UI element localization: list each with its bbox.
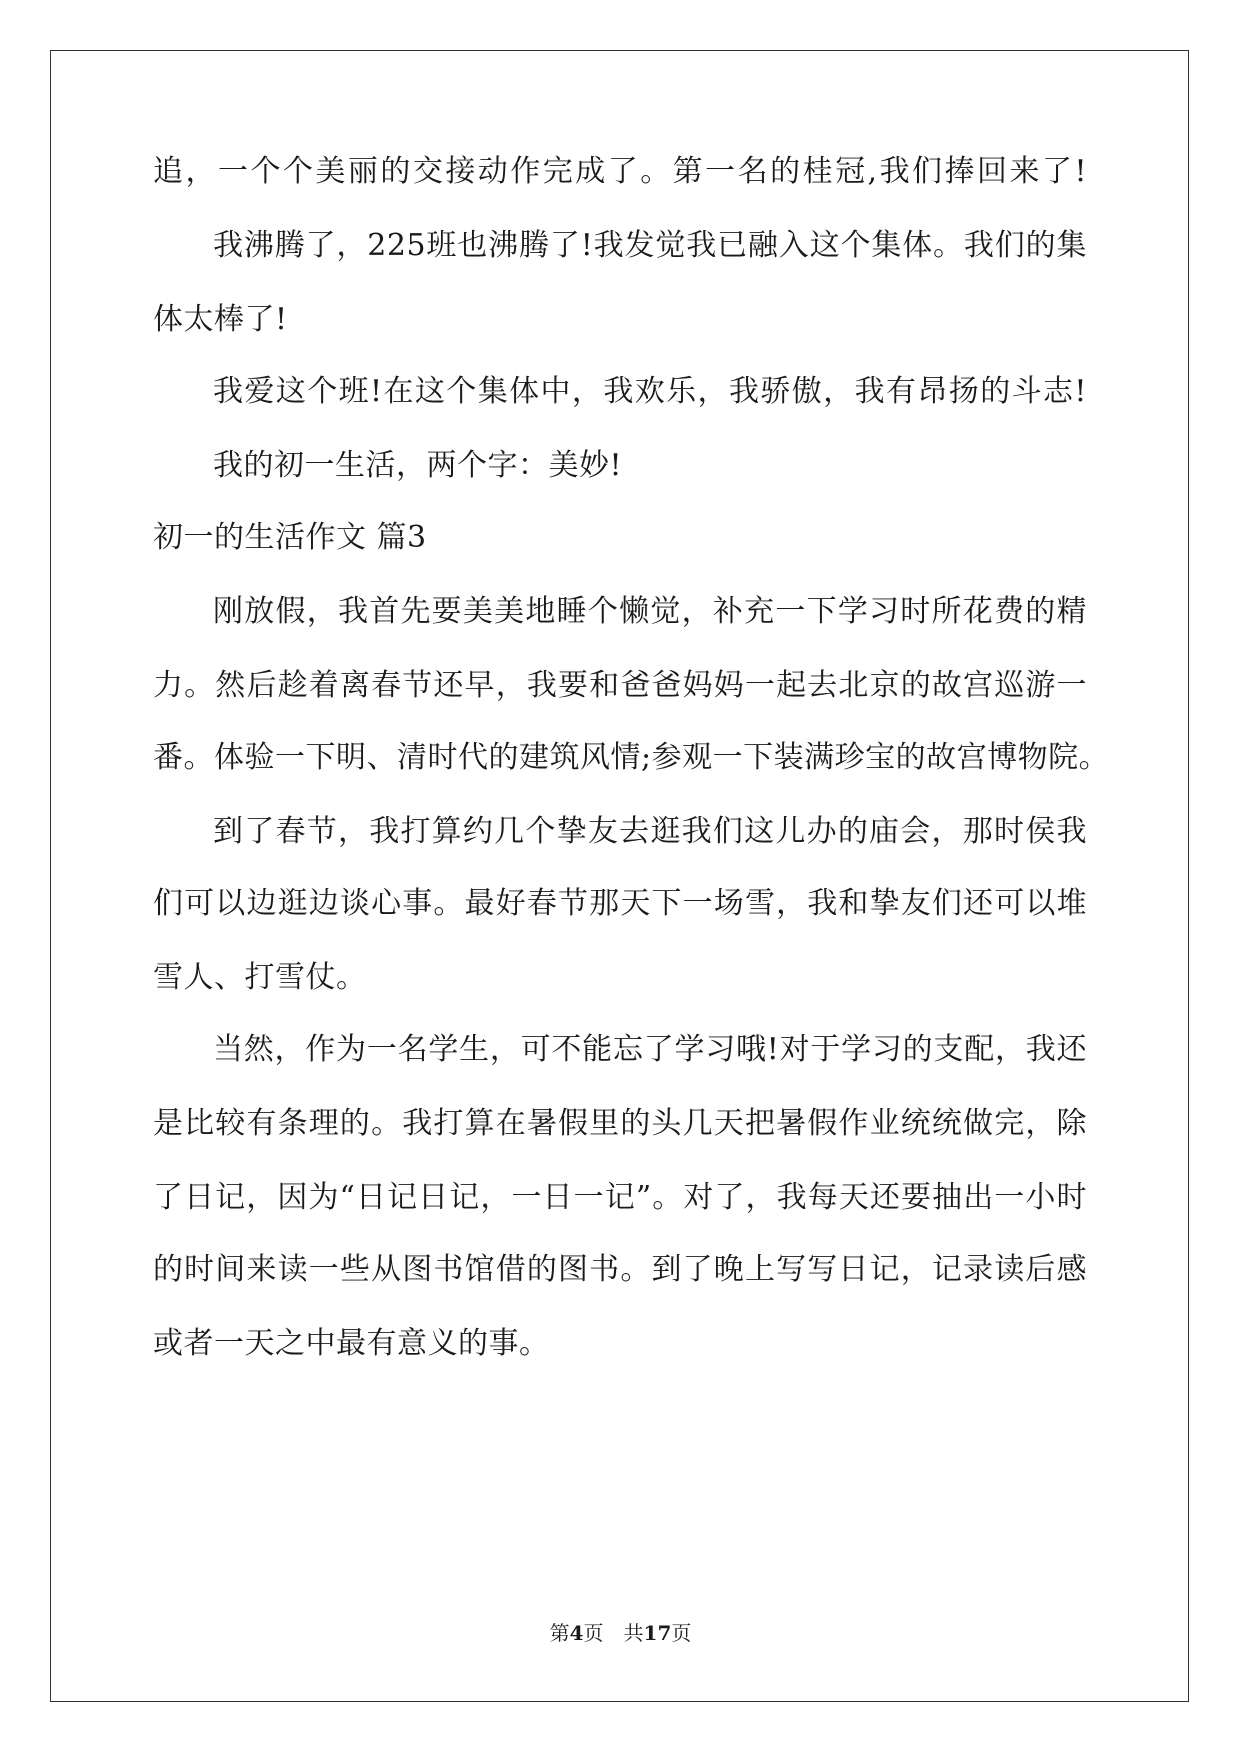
text-line: 刚放假，我首先要美美地睡个懒觉，补充一下学习时所花费的精 (213, 594, 1087, 629)
text-line: 番。体验一下明、清时代的建筑风情;参观一下装满珍宝的故宫博物院。 (153, 740, 1110, 775)
text-line: 们可以边逛边谈心事。最好春节那天下一场雪，我和挚友们还可以堆 (153, 886, 1087, 921)
section-heading: 初一的生活作文 篇3 (153, 520, 427, 555)
total-page-count: 17 (643, 1621, 672, 1645)
text-line: 我的初一生活，两个字：美妙! (213, 448, 623, 483)
page-border (50, 50, 1189, 1702)
text-line: 体太棒了! (153, 302, 288, 337)
text-line: 了日记，因为“日记日记，一日一记”。对了，我每天还要抽出一小时 (153, 1180, 1087, 1215)
footer-prefix: 第 (549, 1621, 570, 1645)
footer-suffix: 页 (671, 1621, 692, 1645)
text-line: 当然，作为一名学生，可不能忘了学习哦!对于学习的支配，我还 (213, 1032, 1087, 1067)
text-line: 到了春节，我打算约几个挚友去逛我们这儿办的庙会，那时侯我 (213, 814, 1087, 849)
page-number-footer (0, 1620, 1241, 1646)
text-line: 雪人、打雪仗。 (153, 960, 367, 995)
text-line: 力。然后趁着离春节还早，我要和爸爸妈妈一起去北京的故宫巡游一 (153, 668, 1087, 703)
text-line: 我沸腾了，225班也沸腾了!我发觉我已融入这个集体。我们的集 (213, 228, 1087, 263)
text-line: 的时间来读一些从图书馆借的图书。到了晚上写写日记，记录读后感 (153, 1252, 1087, 1287)
text-line: 追，一个个美丽的交接动作完成了。第一名的桂冠,我们捧回来了! (153, 154, 1087, 189)
footer-middle: 页 共 (583, 1621, 644, 1645)
current-page-number: 4 (569, 1621, 584, 1645)
text-line: 是比较有条理的。我打算在暑假里的头几天把暑假作业统统做完，除 (153, 1106, 1087, 1141)
text-line: 我爱这个班!在这个集体中，我欢乐，我骄傲，我有昂扬的斗志! (213, 374, 1087, 409)
text-line: 或者一天之中最有意义的事。 (153, 1326, 550, 1361)
